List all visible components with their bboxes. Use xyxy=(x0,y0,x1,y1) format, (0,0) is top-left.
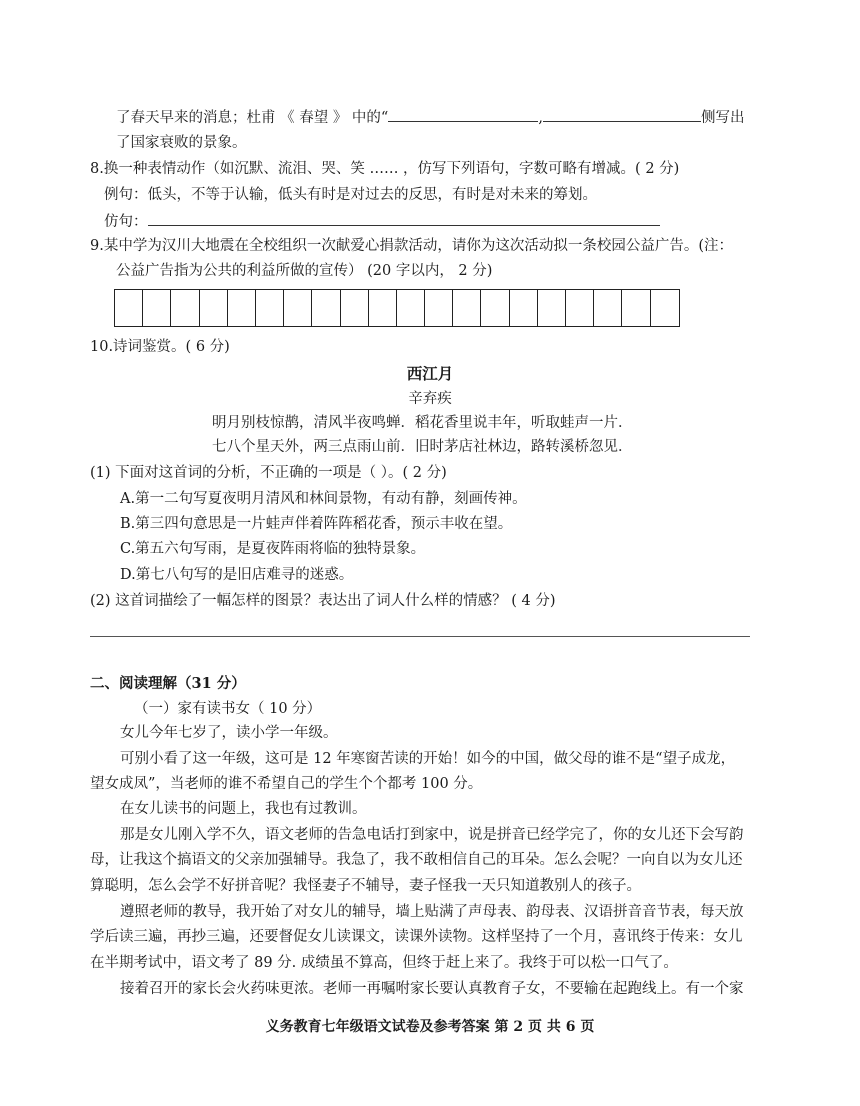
page-footer: 义务教育七年级语文试卷及参考答案 第 2 页 共 6 页 xyxy=(265,1019,595,1035)
answer-blank-1[interactable] xyxy=(388,107,538,122)
grid-cell[interactable] xyxy=(594,290,622,326)
paragraph-4-line-3: 算聪明，怎么会学不好拼音呢？我怪妻子不辅导，妻子怪我一天只知道教别人的孩子。 xyxy=(90,878,641,894)
option-a: A.第一二句写夏夜明月清风和林间景物，有动有静，刻画传神。 xyxy=(120,491,527,507)
paragraph-5-line-1: 遵照老师的教导，我开始了对女儿的辅导，墙上贴满了声母表、韵母表、汉语拼音音节表，每天放 xyxy=(120,904,744,920)
poem-title: 西江月 xyxy=(406,364,454,383)
imitate-answer-line[interactable] xyxy=(148,211,660,226)
paragraph-3: 在女儿读书的问题上，我也有过教训。 xyxy=(120,801,367,817)
poem-line-2: 七八个星天外，两三点雨山前．旧时茅店社林边，路转溪桥忽见． xyxy=(212,439,633,455)
q9-note: 公益广告指为公共的利益所做的宣传） (20 字以内， 2 分) xyxy=(116,263,493,279)
answer-grid[interactable] xyxy=(114,289,680,327)
paragraph-5-line-3: 在半期考试中，语文考了 89 分. 成绩虽不算高，但终于赶上来了。我终于可以松一口气了。 xyxy=(90,955,678,971)
q7-line2: 了国家衰败的景象。 xyxy=(116,135,247,151)
grid-cell[interactable] xyxy=(341,290,369,326)
grid-cell[interactable] xyxy=(256,290,284,326)
grid-cell[interactable] xyxy=(481,290,509,326)
option-c: C.第五六句写雨，是夏夜阵雨将临的独特景象。 xyxy=(120,541,426,557)
grid-cell[interactable] xyxy=(510,290,538,326)
paragraph-6-line-1: 接着召开的家长会火药味更浓。老师一再嘱咐家长要认真教育子女，不要输在起跑线上。有一个家 xyxy=(120,981,744,997)
q10-sub1: (1) 下面对这首词的分析，不正确的一项是（ ）。( 2 分) xyxy=(90,465,447,481)
paragraph-5-line-2: 学后读三遍，再抄三遍，还要督促女儿读课文，读课外读物。这样坚持了一个月，喜讯终于传来：女儿 xyxy=(90,929,743,945)
q10-sub2: (2) 这首词描绘了一幅怎样的图景？表达出了词人什么样的情感？ ( 4 分) xyxy=(90,593,556,609)
grid-cell[interactable] xyxy=(284,290,312,326)
grid-cell[interactable] xyxy=(622,290,650,326)
q10-stem: 10.诗词鉴赏。( 6 分) xyxy=(90,339,230,355)
q7-line1: 了春天早来的消息；杜甫 《 春望 》 中的“ , 侧写出 xyxy=(116,107,744,128)
q8-imitate: 仿句： xyxy=(104,211,660,232)
poem-line-1: 明月别枝惊鹊，清风半夜鸣蝉．稻花香里说丰年，听取蛙声一片． xyxy=(212,415,633,431)
q9-stem: 9.某中学为汉川大地震在全校组织一次献爱心捐款活动，请你为这次活动拟一条校园公益广告。(注： xyxy=(90,238,733,254)
grid-cell[interactable] xyxy=(228,290,256,326)
passage-title: （一）家有读书女（ 10 分） xyxy=(134,701,322,717)
paragraph-2-line-2: 望女成凤”，当老师的谁不希望自己的学生个个都考 100 分。 xyxy=(90,776,483,792)
grid-cell[interactable] xyxy=(115,290,143,326)
grid-cell[interactable] xyxy=(369,290,397,326)
grid-cell[interactable] xyxy=(453,290,481,326)
q8-example: 例句：低头，不等于认输，低头有时是对过去的反思，有时是对未来的筹划。 xyxy=(104,187,597,203)
grid-cell[interactable] xyxy=(651,290,679,326)
option-b: B.第三四句意思是一片蛙声伴着阵阵稻花香，预示丰收在望。 xyxy=(120,516,513,532)
paragraph-4-line-1: 那是女儿刚入学不久，语文老师的告急电话打到家中，说是拼音已经学完了，你的女儿还下会写韵 xyxy=(120,827,744,843)
grid-cell[interactable] xyxy=(538,290,566,326)
paragraph-1: 女儿今年七岁了，读小学一年级。 xyxy=(120,725,338,741)
answer-line[interactable] xyxy=(90,636,750,637)
grid-cell[interactable] xyxy=(171,290,199,326)
paragraph-4-line-2: 母，让我这个搞语文的父亲加强辅导。我急了，我不敢相信自己的耳朵。怎么会呢？一向自以为女儿还 xyxy=(90,852,743,868)
grid-cell[interactable] xyxy=(397,290,425,326)
q8-stem: 8.换一种表情动作（如沉默、流泪、哭、笑 …… ，仿写下列语句，字数可略有增减。( 2 分) xyxy=(90,161,680,177)
paragraph-2-line-1: 可别小看了这一年级，这可是 12 年寒窗苦读的开始！如今的中国，做父母的谁不是“望子成龙， xyxy=(120,751,736,767)
section-heading: 二、阅读理解（31 分） xyxy=(90,675,246,692)
answer-blank-2[interactable] xyxy=(543,107,701,122)
poem-author: 辛弃疾 xyxy=(408,391,452,407)
grid-cell[interactable] xyxy=(566,290,594,326)
grid-cell[interactable] xyxy=(143,290,171,326)
option-d: D.第七八句写的是旧店难寻的迷惑。 xyxy=(120,567,354,583)
grid-cell[interactable] xyxy=(200,290,228,326)
grid-cell[interactable] xyxy=(312,290,340,326)
grid-cell[interactable] xyxy=(425,290,453,326)
